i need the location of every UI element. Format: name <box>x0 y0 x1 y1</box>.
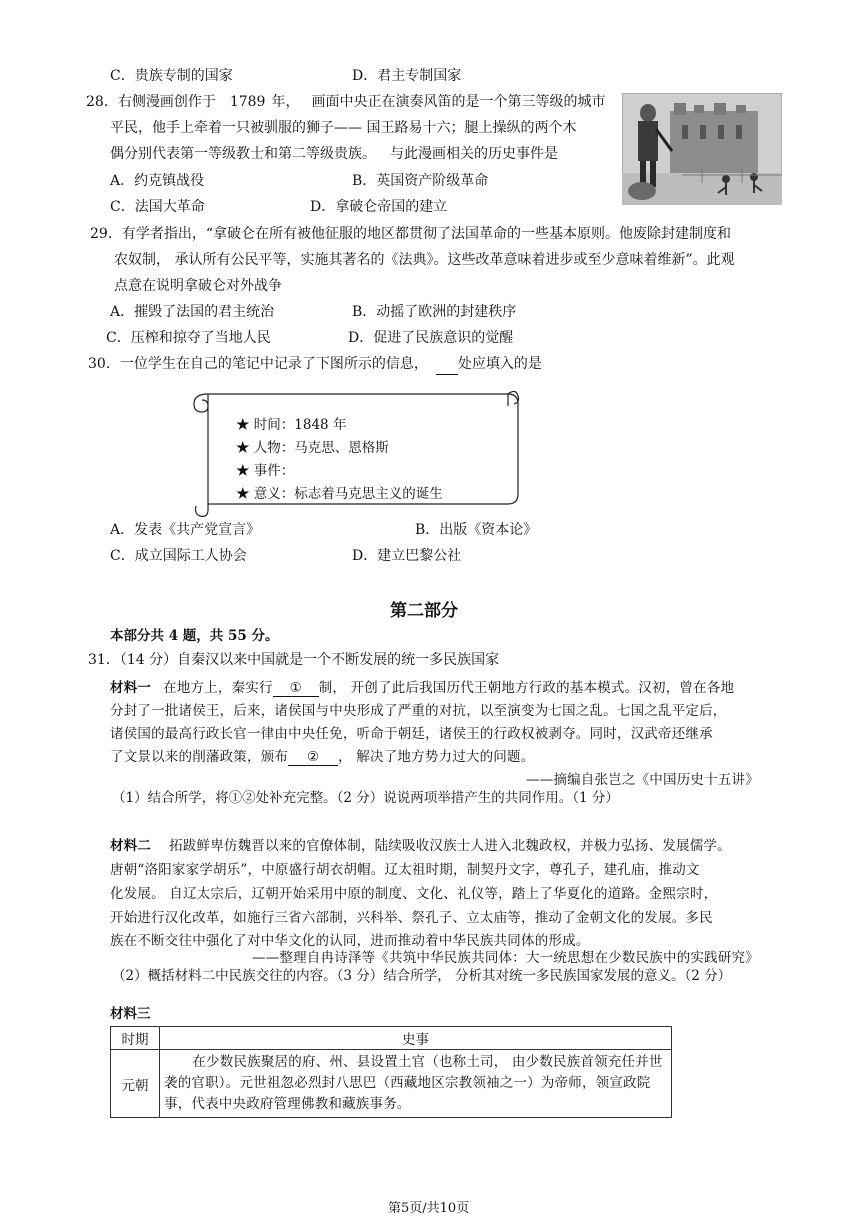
q29-stem-line2: 农奴制， 承认所有公民平等，实施其著名的《法典》。这些改革意味着进步或至少意味着维新”。此观 <box>114 252 735 268</box>
m1-line3: 诸侯国的最高行政长官一律由中央任免，听命于朝廷，诸侯王的行政权被剥夺。同时，汉武帝还继承 <box>110 726 713 742</box>
q28-option-a: A．约克镇战役 <box>110 173 205 189</box>
q30-option-b: B．出版《资本论》 <box>415 522 538 538</box>
m2-line2: 唐朝“洛阳家家学胡乐”，中原盛行胡衣胡帽。辽太祖时期，制契丹文字，尊孔子，建孔庙，推动文 <box>110 862 700 878</box>
q28-stem-part: 年， <box>271 94 300 110</box>
q29-stem-line1: 29．有学者指出，“拿破仑在所有被他征服的地区都贯彻了法国革命的一些基本原则。他废除封建制度和 <box>90 226 731 242</box>
m1-line4 <box>110 745 534 766</box>
q27-option-d: D．君主专制国家 <box>352 68 462 84</box>
m1-label: 材料一 <box>110 680 152 696</box>
m1-blank-2: ② <box>288 749 338 766</box>
m1-blank-1: ① <box>273 680 319 697</box>
table-header-event: 史事 <box>160 1027 672 1050</box>
q30-option-d: D．建立巴黎公社 <box>352 548 462 564</box>
q31-sub2: （2）概括材料二中民族交往的内容。（3 分）结合所学， 分析其对统一多民族国家发展的意义。（2 分） <box>112 968 732 984</box>
table-cell-event: 在少数民族聚居的府、州、县设置土官（也称土司， 由少数民族首领充任并世袭的官职）。元世祖忽必烈封八思巴（西藏地区宗教领袖之一）为帝师，领宣政院事，代表中央政府管理佛教和藏族事务。 <box>160 1050 672 1118</box>
m2-line1 <box>110 834 731 854</box>
q29-option-d: D．促进了民族意识的觉醒 <box>348 330 514 346</box>
m2-source: ——整理自冉诗泽等《共筑中华民族共同体：大一统思想在少数民族中的实践研究》 <box>252 950 759 966</box>
q30-stem-suffix: 处应填入的是 <box>457 356 542 372</box>
q28-stem-line2: 平民，他手上牵着一只被驯服的狮子—— 国王路易十六；腿上操纵的两个木 <box>110 120 577 136</box>
q28-stem-line3 <box>110 144 558 164</box>
scroll-time: ★ 时间：1848 年 <box>236 417 347 433</box>
m3-table <box>110 1026 672 1118</box>
q30-stem <box>88 354 542 375</box>
m1-source: ——摘编自张岂之《中国历史十五讲》 <box>526 772 759 788</box>
q28-year: 1789 <box>229 94 266 110</box>
q28-option-c: C．法国大革命 <box>110 199 205 215</box>
m2-text: 拓跋鲜卑仿魏晋以来的官僚体制，陆续吸收汉族士人进入北魏政权，并极力弘扬、发展儒学。 <box>169 838 731 854</box>
page-footer: 第5页/共10页 <box>388 1201 470 1216</box>
part2-note: 本部分共 4 题，共 55 分。 <box>110 628 279 644</box>
scroll-meaning: ★ 意义：标志着马克思主义的诞生 <box>236 486 443 502</box>
q27-option-c: C．贵族专制的国家 <box>110 68 233 84</box>
m1-text: 制， 开创了此后我国历代王朝地方行政的基本模式。汉初，曾在各地 <box>318 680 735 696</box>
q28-option-d: D．拿破仑帝国的建立 <box>310 199 448 215</box>
m1-text: 在地方上，秦实行 <box>163 680 273 696</box>
m2-label: 材料二 <box>110 838 152 854</box>
q28-stem-part: 与此漫画相关的历史事件是 <box>390 146 558 162</box>
q30-blank <box>436 354 458 375</box>
q31-head: 31．（14 分）自秦汉以来中国就是一个不断发展的统一多民族国家 <box>88 652 500 668</box>
q30-stem-prefix: 30．一位学生在自己的笔记中记录了下图所示的信息， <box>88 356 428 372</box>
table-header-period: 时期 <box>111 1027 160 1050</box>
part2-title: 第二部分 <box>390 601 458 621</box>
m1-text: ， 解决了地方势力过大的问题。 <box>338 749 535 765</box>
q29-option-c: C．压榨和掠夺了当地人民 <box>106 330 271 346</box>
q30-option-a: A．发表《共产党宣言》 <box>110 522 261 538</box>
scroll-people: ★ 人物：马克思、恩格斯 <box>236 440 389 456</box>
scroll-event: ★ 事件： <box>236 463 295 479</box>
table-header-row <box>111 1027 672 1050</box>
m1-text: 了文景以来的削藩政策，颁布 <box>110 749 289 765</box>
q30-option-c: C．成立国际工人协会 <box>110 548 247 564</box>
q28-stem-part: 画面中央正在演奏风笛的是一个第三等级的城市 <box>311 94 606 110</box>
m1-line2: 分封了一批诸侯王，后来，诸侯国与中央形成了严重的对抗，以至演变为七国之乱。七国之乱平定后， <box>110 703 727 719</box>
q31-sub1: （1）结合所学，将①②处补充完整。（2 分）说说两项举措产生的共同作用。（1 分） <box>112 790 619 806</box>
table-row <box>111 1050 672 1118</box>
m1-line1 <box>110 676 734 697</box>
q28-option-b: B．英国资产阶级革命 <box>352 173 489 189</box>
q29-option-b: B．动摇了欧洲的封建秩序 <box>352 304 517 320</box>
m2-line5: 族在不断交往中强化了对中华文化的认同，进而推动着中华民族共同体的形成。 <box>110 933 590 949</box>
table-cell-period: 元朝 <box>111 1050 160 1118</box>
q29-option-a: A．摧毁了法国的君主统治 <box>110 304 275 320</box>
m3-label: 材料三 <box>110 1006 151 1022</box>
cartoon-illustration <box>622 93 782 205</box>
q28-stem-part: 偶分别代表第一等级教士和第二等级贵族。 <box>110 146 376 162</box>
m2-line3: 化发展。 自辽太宗后，辽朝开始采用中原的制度、文化、礼仪等，踏上了华夏化的道路。金熙宗时， <box>110 886 718 902</box>
m2-line4: 开始进行汉化改革，如施行三省六部制，兴科举、祭孔子、立太庙等，推动了金朝文化的发展。多民 <box>110 910 713 926</box>
q28-stem-part: 28．右侧漫画创作于 <box>86 94 216 110</box>
q29-stem-line3: 点意在说明拿破仑对外战争 <box>114 278 282 294</box>
q28-stem-line1 <box>86 92 605 112</box>
